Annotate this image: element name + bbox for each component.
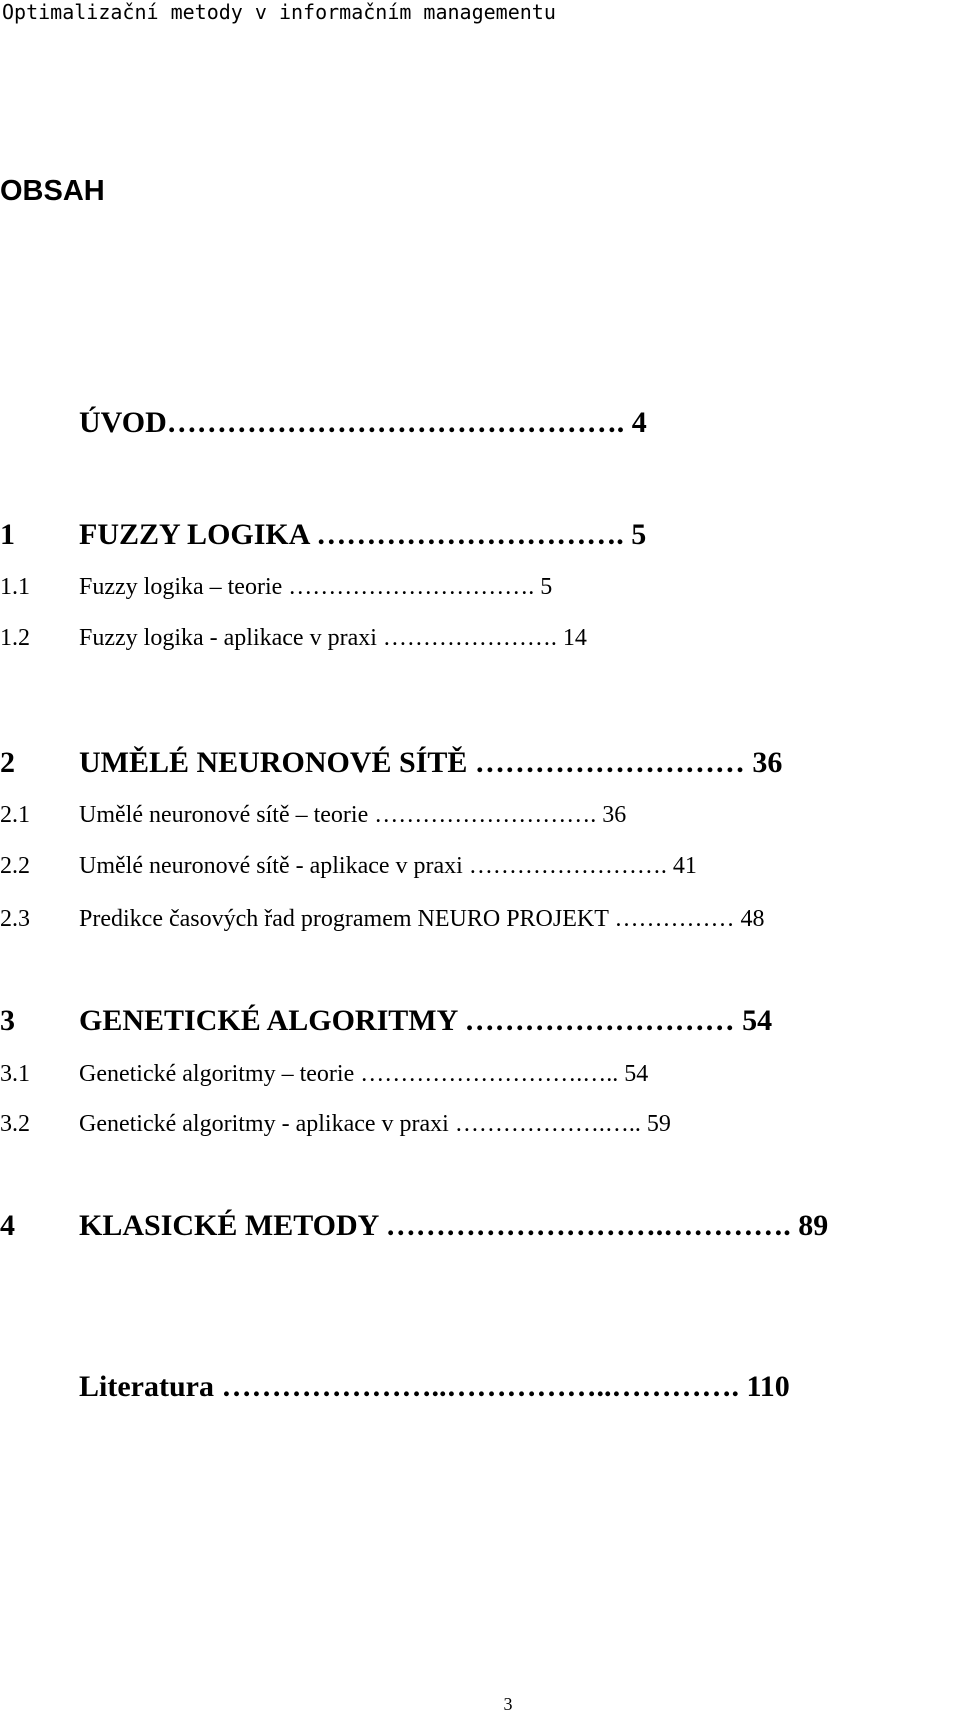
toc-title: UMĚLÉ NEURONOVÉ SÍTĚ ……………………… 36 — [79, 746, 783, 779]
toc-number: 2 — [0, 746, 15, 779]
toc-number: 3.2 — [0, 1111, 30, 1137]
toc-title: Fuzzy logika - aplikace v praxi …………………. 14 — [79, 625, 587, 651]
toc-number: 2.3 — [0, 906, 30, 932]
toc-number: 3.1 — [0, 1061, 30, 1087]
toc-title: GENETICKÉ ALGORITMY ……………………… 54 — [79, 1004, 773, 1037]
toc-number: 2.1 — [0, 802, 30, 828]
toc-number: 1.1 — [0, 574, 30, 600]
toc-entry-literature-text: Literatura …………………..……………..…………. 110 — [79, 1370, 790, 1403]
page-number: 3 — [503, 1694, 513, 1714]
page-title: OBSAH — [0, 175, 105, 207]
toc-number: 3 — [0, 1004, 15, 1037]
toc-title: Umělé neuronové sítě - aplikace v praxi ……………………. 41 — [79, 853, 697, 879]
toc-number: 1.2 — [0, 625, 30, 651]
toc-title: FUZZY LOGIKA …………………………. 5 — [79, 518, 647, 551]
toc-title: Fuzzy logika – teorie …………………………. 5 — [79, 574, 553, 600]
running-header: Optimalizační metody v informačním managementu — [2, 0, 556, 24]
toc-title: Predikce časových řad programem NEURO PROJEKT …………… 48 — [79, 906, 765, 932]
toc-number: 2.2 — [0, 853, 30, 879]
toc-number: 1 — [0, 518, 15, 551]
toc-title: Umělé neuronové sítě – teorie ………………………. 36 — [79, 802, 627, 828]
toc-entry-intro-text: ÚVOD………………………………………. 4 — [79, 406, 647, 439]
toc-title: Genetické algoritmy – teorie ……………………….….. 54 — [79, 1061, 649, 1087]
toc-title: KLASICKÉ METODY ……………………….…………. 89 — [79, 1209, 829, 1242]
toc-title: Genetické algoritmy - aplikace v praxi ……………….….. 59 — [79, 1111, 671, 1137]
toc-number: 4 — [0, 1209, 15, 1242]
